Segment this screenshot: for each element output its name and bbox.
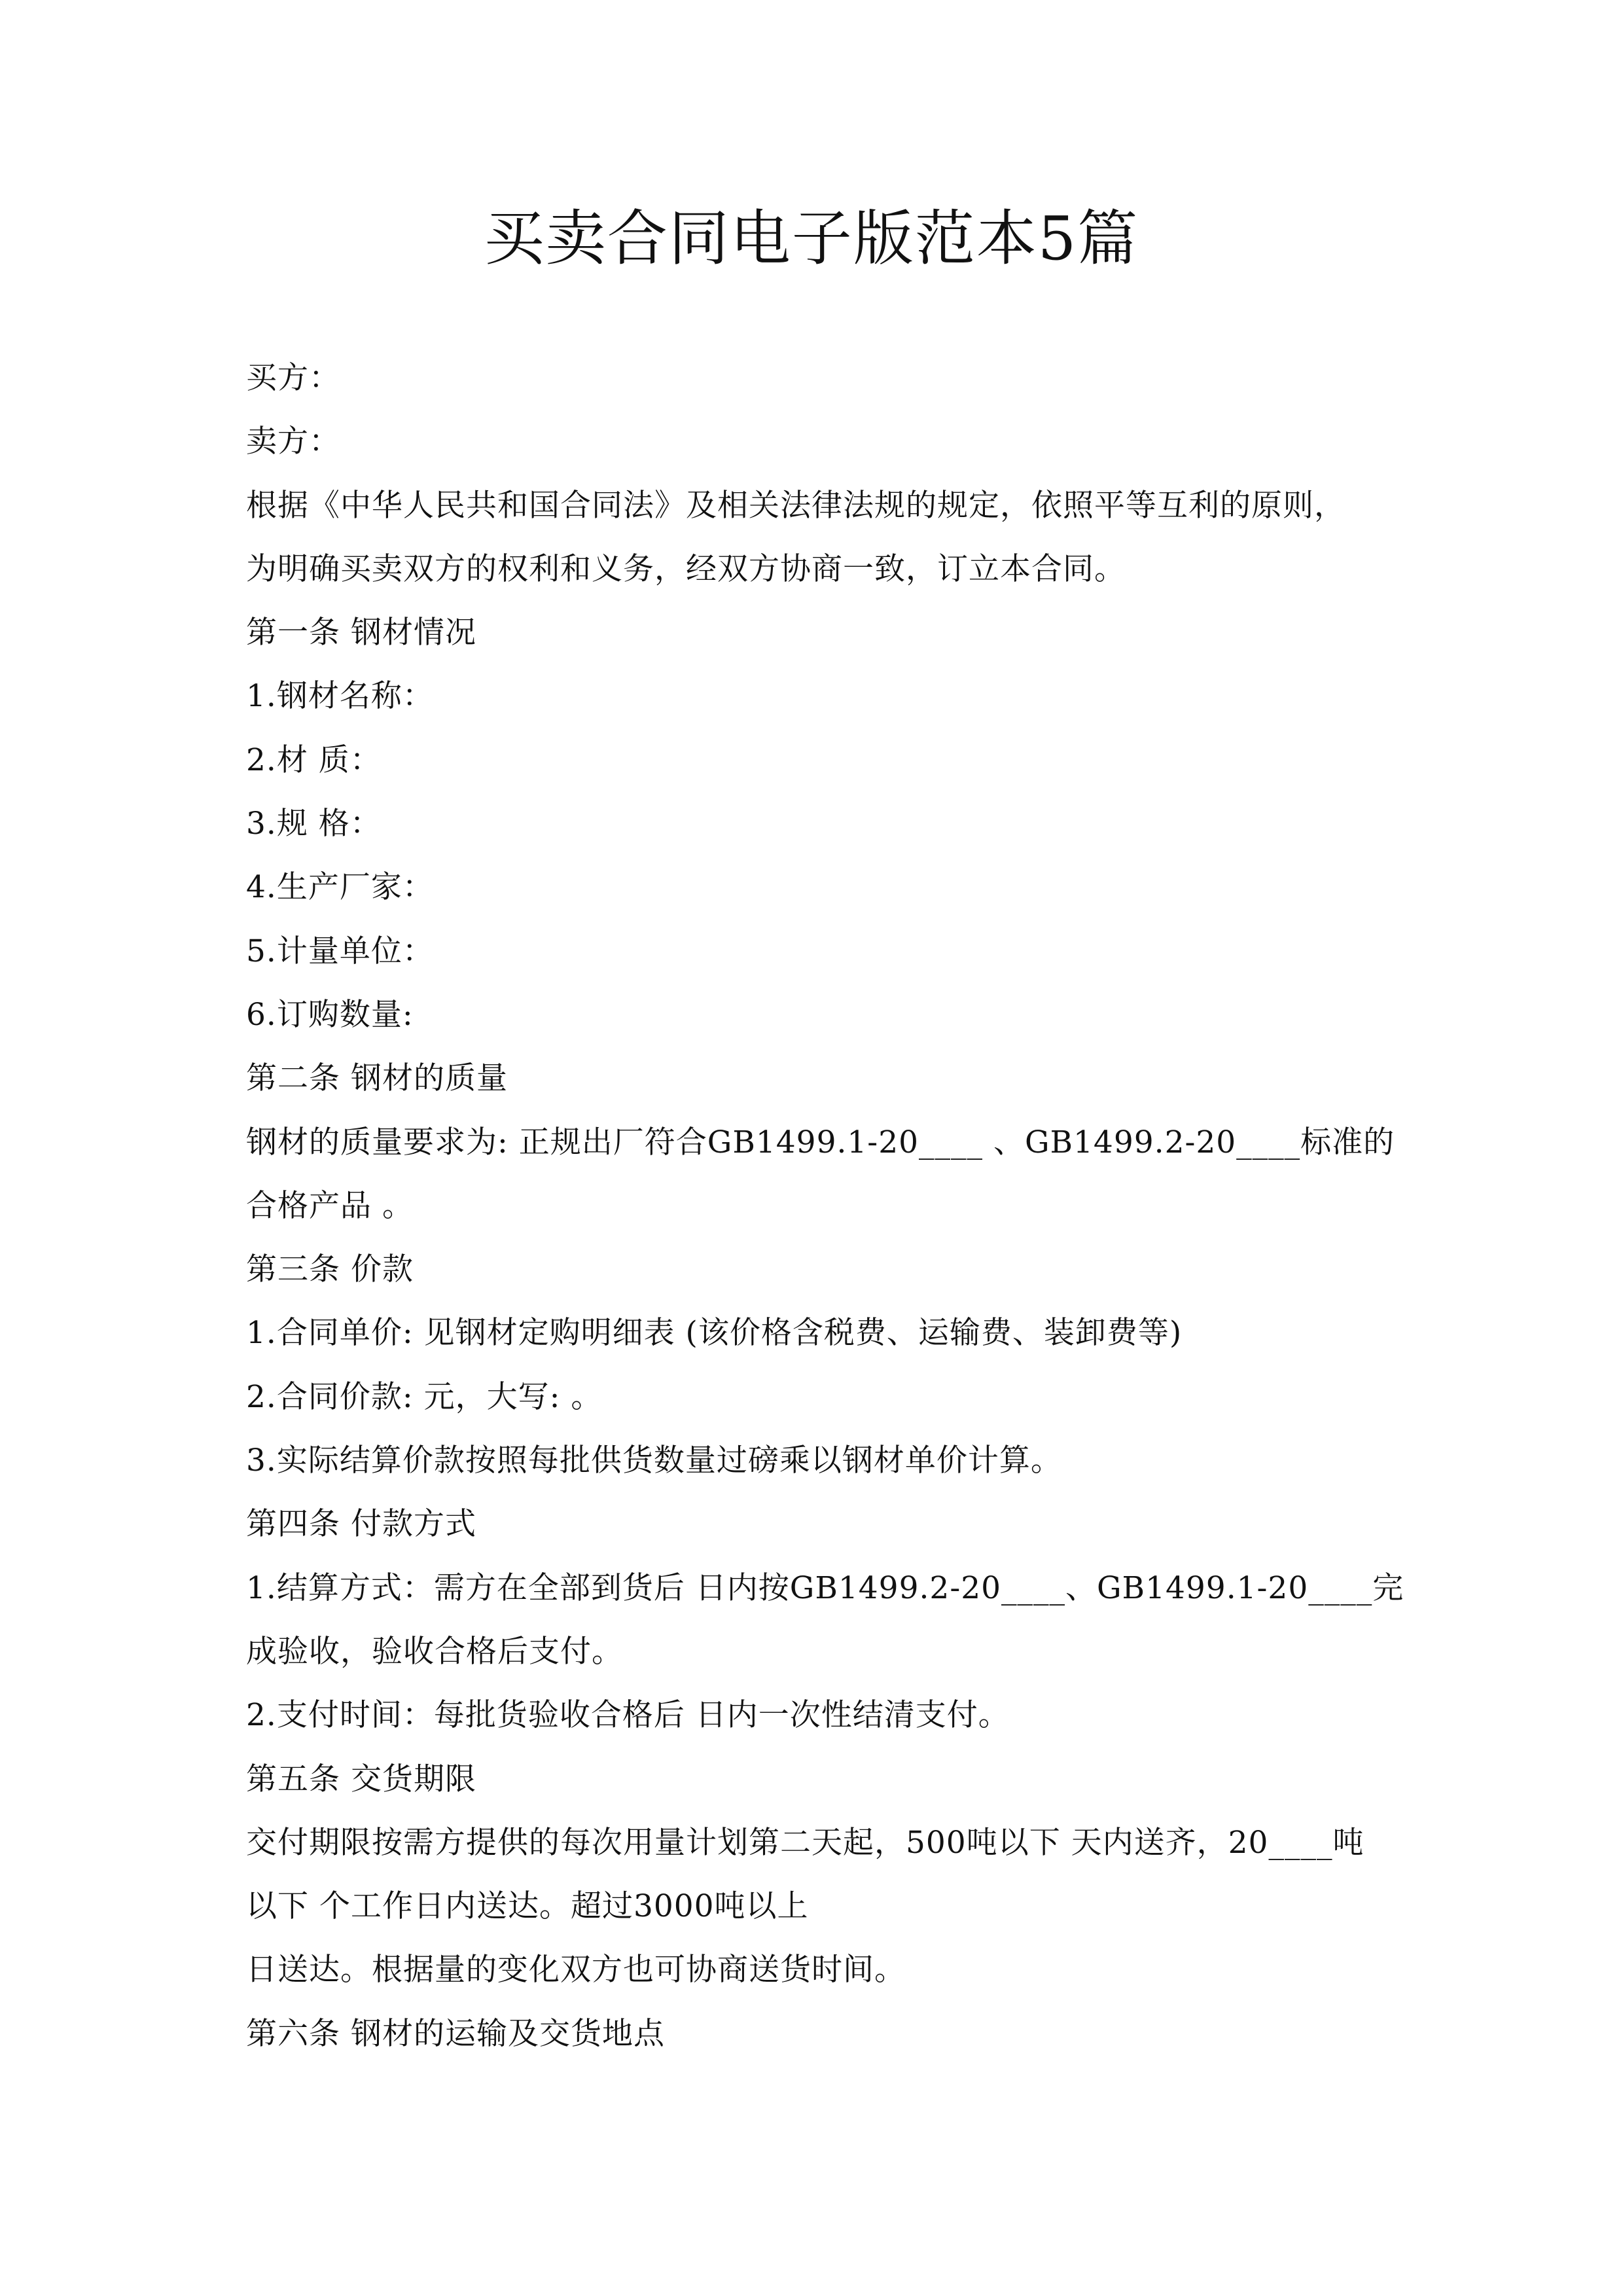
paragraph-line: 为明确买卖双方的权利和义务，经双方协商一致，订立本合同。 — [246, 550, 1126, 587]
paragraph-line: 6.订购数量: — [246, 996, 414, 1033]
paragraph-line: 交付期限按需方提供的每次用量计划第二天起，500吨以下 天内送齐，20____吨 — [246, 1824, 1364, 1861]
document-body — [246, 346, 1404, 2066]
paragraph-line: 根据《中华人民共和国合同法》及相关法律法规的规定，依照平等互利的原则， — [246, 487, 1346, 524]
document-title: 买卖合同电子版范本5篇 — [484, 204, 1139, 274]
paragraph-line: 日送达。根据量的变化双方也可协商送货时间。 — [246, 1952, 906, 1988]
paragraph-line: 3.规 格： — [246, 806, 382, 842]
article-heading: 第四条 付款方式 — [246, 1506, 476, 1543]
paragraph-line: 3.实际结算价款按照每批供货数量过磅乘以钢材单价计算。 — [246, 1443, 1062, 1479]
buyer-line: 买方： — [246, 360, 340, 396]
paragraph-line: 1.结算方式：需方在全部到货后 日内按GB1499.2-20____、GB1499.1-20____完 — [246, 1570, 1404, 1606]
seller-line: 卖方： — [246, 423, 340, 460]
paragraph-line: 合格产品 。 — [246, 1187, 414, 1224]
paragraph-line: 4.生产厂家： — [246, 869, 434, 906]
paragraph-line: 2.材 质： — [246, 742, 382, 778]
paragraph-line: 5.计量单位： — [246, 933, 434, 969]
paragraph-line: 1.合同单价: 见钢材定购明细表 (该价格含税费、运输费、装卸费等) — [246, 1315, 1183, 1352]
paragraph-line: 2.支付时间：每批货验收合格后 日内一次性结清支付。 — [246, 1697, 1010, 1734]
paragraph-line: 以下 个工作日内送达。超过3000吨以上 — [246, 1888, 809, 1925]
paragraph-line: 钢材的质量要求为: 正规出厂符合GB1499.1-20____ 、GB1499.2-20____标准的 — [246, 1124, 1395, 1160]
article-heading: 第一条 钢材情况 — [246, 615, 476, 651]
article-heading: 第五条 交货期限 — [246, 1761, 476, 1797]
paragraph-line: 1.钢材名称： — [246, 678, 434, 715]
article-heading: 第二条 钢材的质量 — [246, 1060, 508, 1097]
paragraph-line: 2.合同价款: 元，大写: 。 — [246, 1378, 603, 1415]
article-heading: 第六条 钢材的运输及交货地点 — [246, 2015, 665, 2052]
article-heading: 第三条 价款 — [246, 1251, 414, 1288]
paragraph-line: 成验收，验收合格后支付。 — [246, 1633, 623, 1670]
